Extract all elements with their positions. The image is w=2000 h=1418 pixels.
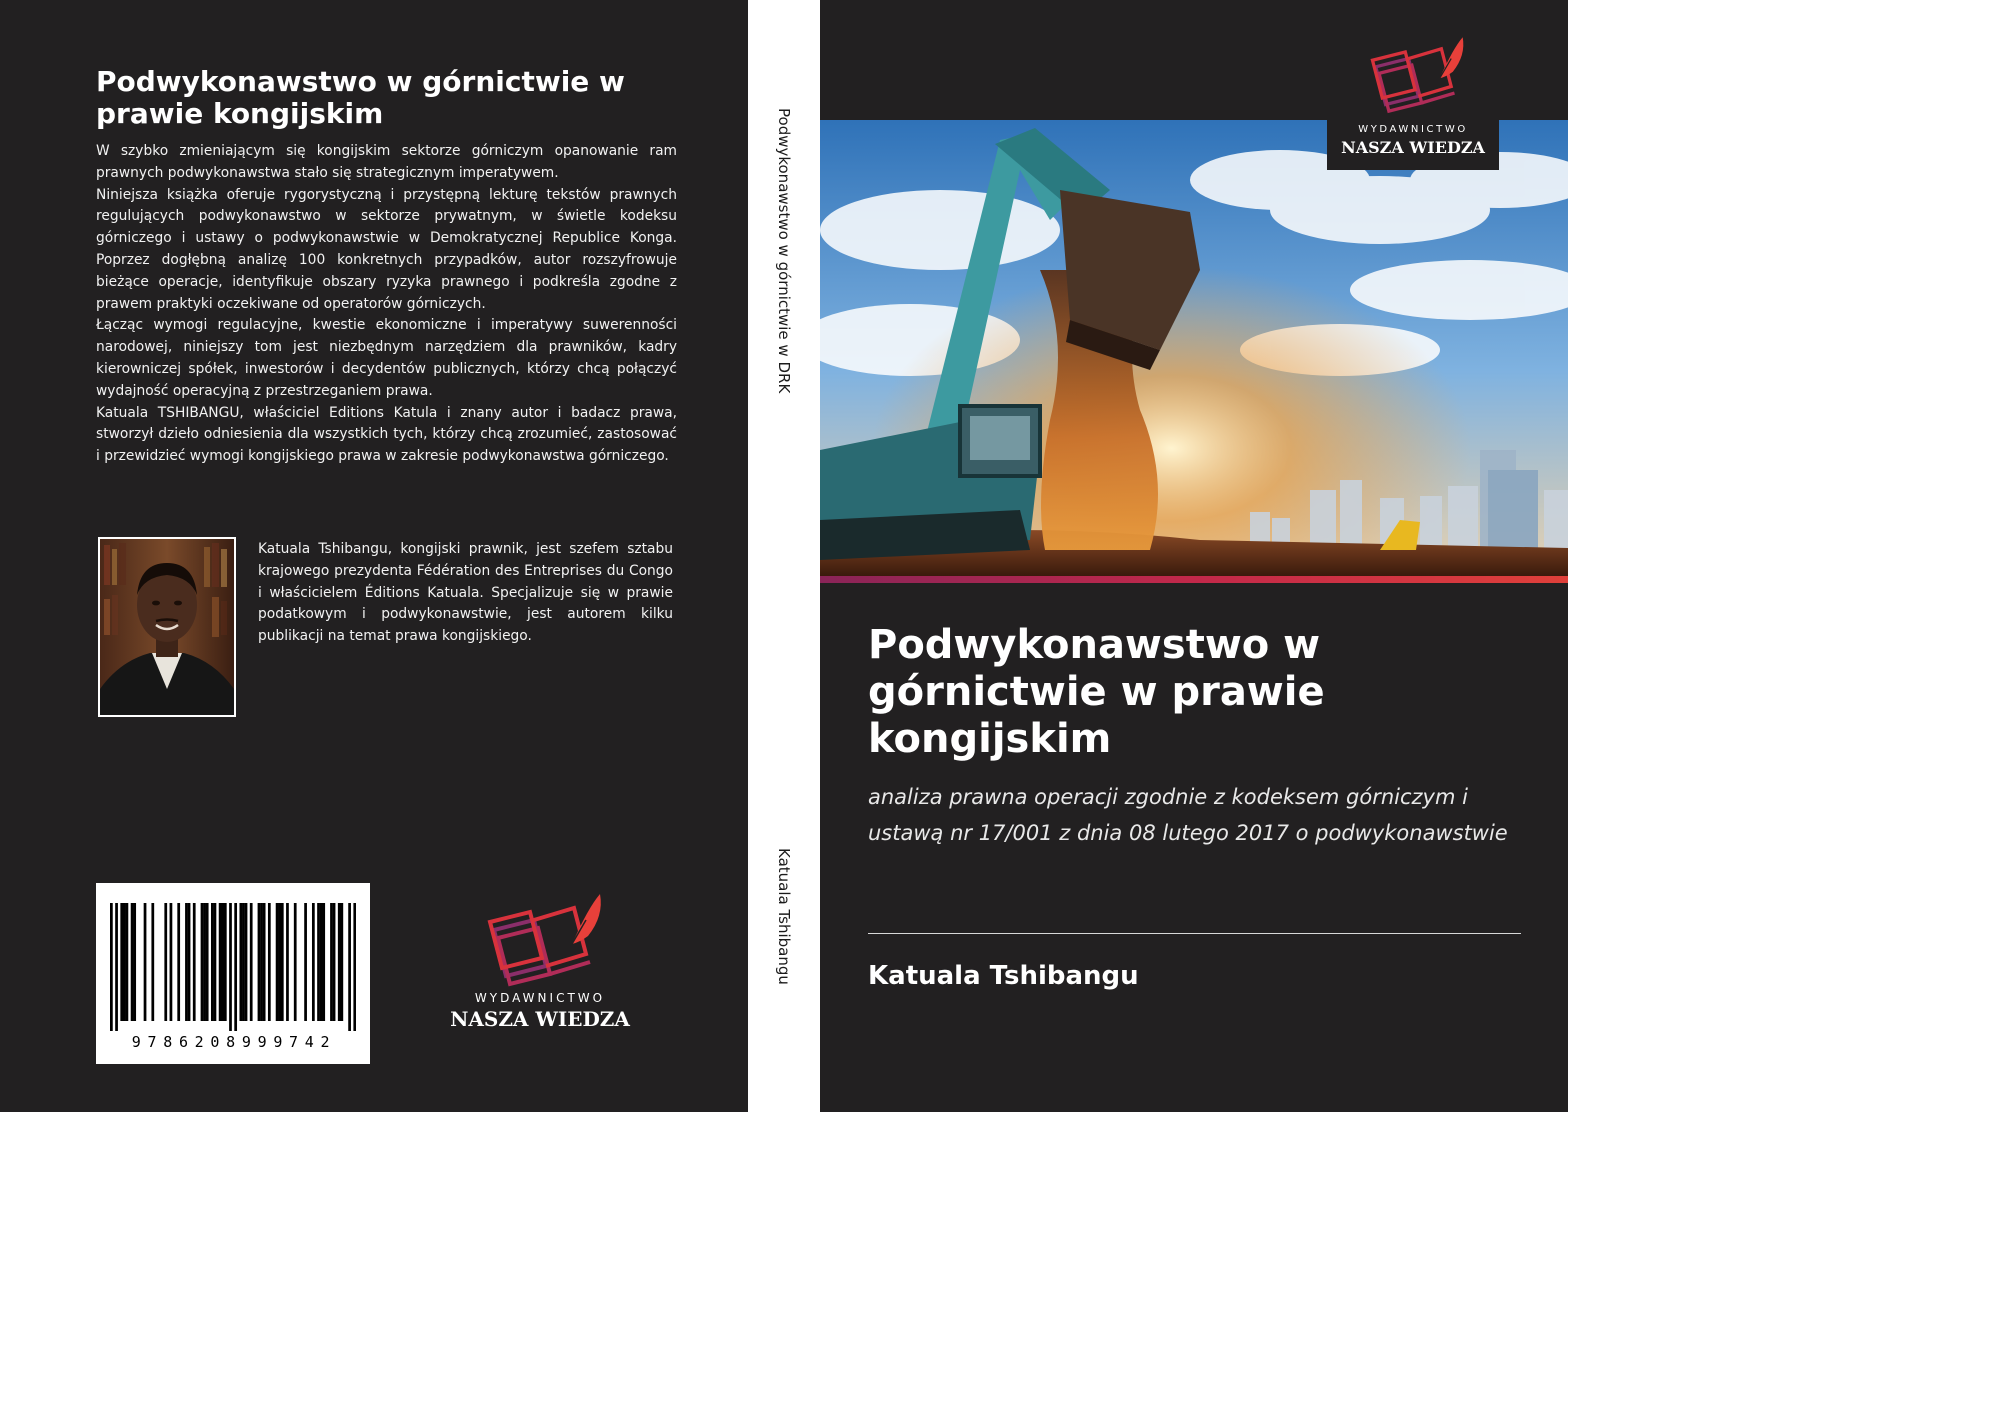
barcode-bar [322,903,325,1021]
barcode-bar [330,903,333,1021]
blurb-paragraph: W szybko zmieniającym się kongijskim sektorze górniczym opanowanie ram prawnych podwykonawstwa stało się strategicznym imperatywem. [96,143,677,181]
barcode-bar [333,903,336,1021]
front-cover-title: Podwykonawstwo w górnictwie w prawie kongijskim [868,622,1325,762]
barcode-bar [239,903,242,1021]
barcode-bar [214,903,217,1021]
barcode-bar [185,903,188,1021]
back-cover-title: Podwykonawstwo w górnictwie w prawie kongijskim [96,65,625,130]
blurb-paragraph: Niniejsza książka oferuje rygorystyczną i przystępną lekturę tekstów prawnych regulujących podwykonawstwo w sektorze prywatnym, w świetle kodeksu górniczego i ustawy o podwykonawstwie w Demokratycznej Republice Konga. Poprzez dogłębną analizę 100 konkretnych przypadków, autor rozszyfrowuje bieżące operacje, identyfikuje obszary ryzyka prawnego i podkreśla zgodne z prawem praktyki oczekiwane od operatorów górniczych. [96,186,677,312]
barcode-bar [340,903,343,1021]
barcode-bar [164,903,167,1021]
author-portrait [98,537,236,717]
barcode-bar [294,903,297,1021]
barcode-bar [338,903,341,1021]
barcode-bar [188,903,191,1021]
publisher-book-quill-logo-icon [436,888,644,988]
barcode-bar [193,903,196,1021]
front-cover [820,0,1568,1112]
blurb-paragraph: Katuala TSHIBANGU, właściciel Editions Katula i znany autor i badacz prawa, stworzył dzieło odniesienia dla wszystkich tych, którzy chcą zrozumieć, zastosować i przewidzieć wymogi kongijskiego prawa w zakresie podwykonawstwa górniczego. [96,404,677,465]
barcode-bar [317,903,320,1021]
barcode-bar [133,903,136,1021]
barcode-bar [312,903,315,1021]
barcode-bar [144,903,147,1021]
barcode-bar [221,903,224,1021]
barcode-bar [151,903,154,1021]
isbn-number: 9786208999742 [131,1033,337,1051]
title-divider [868,933,1521,934]
excavator-cover-photo [820,120,1568,576]
barcode-bar [229,903,232,1031]
barcode-bar [177,903,180,1021]
barcode-bar [278,903,281,1021]
barcode-bar [170,903,173,1021]
barcode-bar [219,903,222,1021]
publisher-name-line1: WYDAWNICTWO [1358,124,1468,135]
barcode-bar [206,903,209,1021]
barcode-bar [245,903,248,1021]
barcode-bar [348,903,351,1031]
barcode-bar [281,903,284,1021]
barcode-bar [268,903,271,1021]
back-cover-blurb [96,141,677,468]
barcode-bar [304,903,307,1021]
barcode-bar [320,903,323,1021]
barcode-bar [110,903,113,1031]
barcode-bar [115,903,118,1031]
publisher-book-quill-logo-icon [1327,30,1499,120]
front-cover-subtitle: analiza prawna operacji zgodnie z kodeksem górniczym i ustawą nr 17/001 z dnia 08 lutego 2017 o podwykonawstwie [868,785,1508,845]
excavator-cover-photo-icon [820,120,1568,576]
blurb-paragraph: Łącząc wymogi regulacyjne, kwestie ekonomiczne i imperatywy suwerenności narodowej, niniejszy tom jest niezbędnym narzędziem dla prawników, kadry kierowniczej spółek, inwestorów i decydentów publicznych, którzy chcą połączyć wydajność operacyjną z przestrzeganiem prawa. [96,317,677,399]
barcode-bar [120,903,123,1021]
publisher-logo [436,888,644,1038]
barcode-bar [201,903,204,1021]
isbn-barcode [96,883,370,1064]
publisher-name-line2: NASZA WIEDZA [450,1007,630,1031]
author-portrait-icon [100,539,234,715]
barcode-bar [263,903,266,1021]
barcode-bar [276,903,279,1021]
barcode-bar [211,903,214,1021]
ean13-barcode-icon [110,903,356,1031]
barcode-bar [234,903,237,1031]
publisher-name-line2: NASZA WIEDZA [1341,138,1485,157]
publisher-name-line1: WYDAWNICTWO [474,991,606,1005]
barcode-bar [203,903,206,1021]
front-cover-author: Katuala Tshibangu [868,961,1139,991]
back-cover [0,0,748,1112]
spine-title: Podwykonawstwo w górnictwie w DRK [775,108,793,394]
publisher-logo-front [1327,30,1499,170]
barcode-bar [286,903,289,1021]
barcode-bar [224,903,227,1021]
book-spine [748,0,820,1112]
barcode-bar [258,903,261,1021]
barcode-bar [126,903,129,1021]
spine-author: Katuala Tshibangu [775,848,793,985]
barcode-bar [242,903,245,1021]
barcode-bar [260,903,263,1021]
author-bio: Katuala Tshibangu, kongijski prawnik, jest szefem sztabu krajowego prezydenta Fédération des Entreprises du Congo i właścicielem Éditions Katuala. Specjalizuje się w prawie podatkowym i podwykonawstwie, jest autorem kilku publikacji na temat prawa kongijskiego. [258,541,673,645]
barcode-bar [353,903,356,1031]
barcode-bar [131,903,134,1021]
cover-accent-bar [820,576,1568,583]
barcode-bar [123,903,126,1021]
barcode-bar [250,903,253,1021]
